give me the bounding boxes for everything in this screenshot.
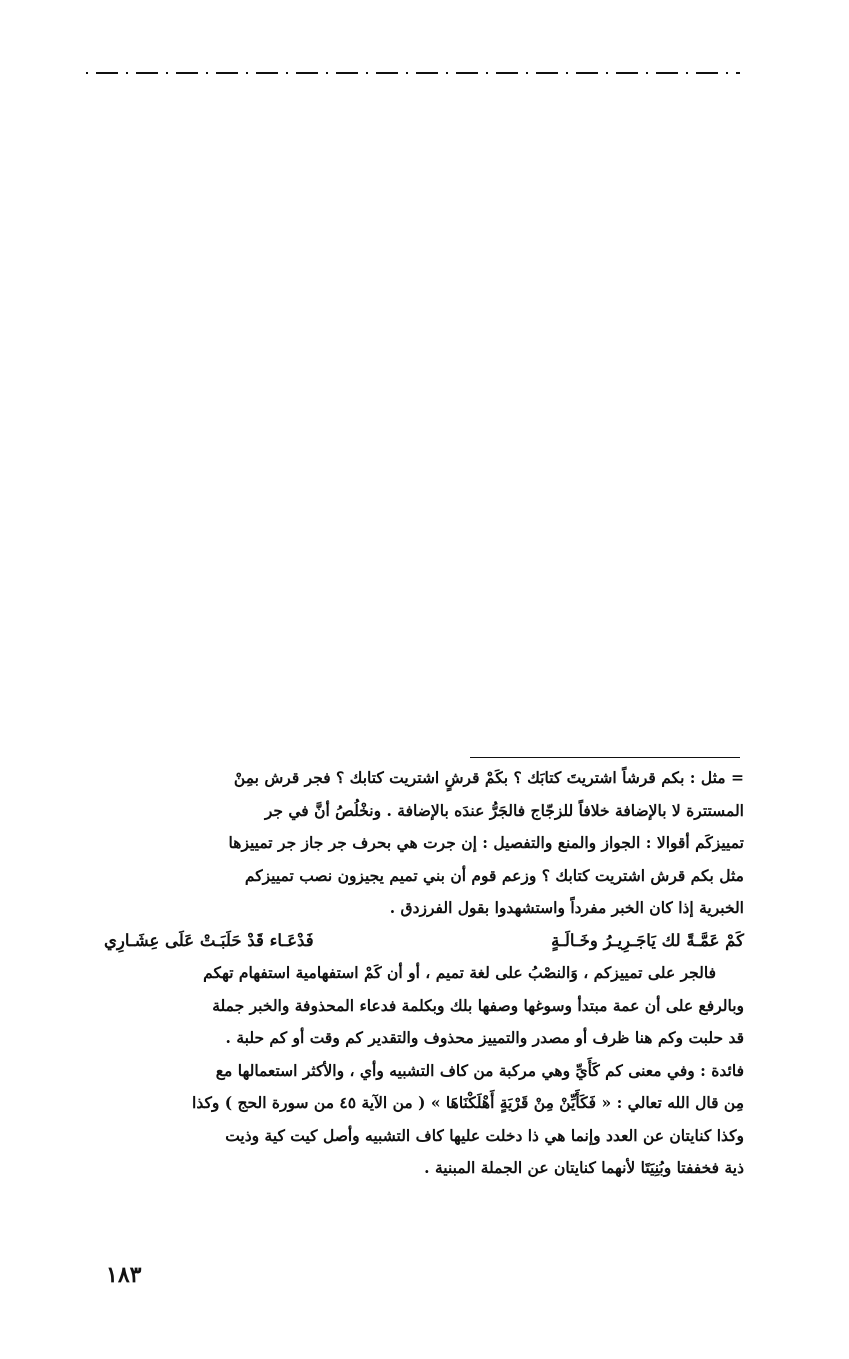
- benefit-line: فائدة : وفي معنى كم كَأَيِّ وهي مركبة من كاف التشبيه وأي ، والأكثر استعمالها مع: [215, 1060, 744, 1080]
- footnote-line: = مثل : بكم قرشاً اشتريتَ كتابَك ؟ بكَمْ قرشٍ اشتريت كتابك ؟ فجر قرش بمِنْ: [233, 768, 744, 787]
- footnote-line: مثل بكم قرش اشتريت كتابك ؟ وزعم قوم أن بني تميم يجيزون نصب تمييزكم: [244, 865, 744, 885]
- poetry-verse: [104, 925, 744, 958]
- footnote-block: [104, 762, 744, 1185]
- footnote-line: قد حلبت وكم هنا ظرف أو مصدر والتمييز محذوف والتقدير كم وقت أو كم حلبة .: [225, 1028, 744, 1047]
- verse-left-hemistich: فَدْعَـاء قَدْ حَلَبَـتْ عَلَى عِشَـارِي: [104, 930, 314, 950]
- benefit-line: ذية فخففتا وبُنِيَتَا لأنهما كنايتان عن الجملة المبنية .: [424, 1158, 744, 1177]
- footnote-line: الخبرية إذا كان الخبر مفرداً واستشهدوا بقول الفرزدق .: [389, 898, 744, 917]
- benefit-line: وكذا كنايتان عن العدد وإنما هي ذا دخلت عليها كاف التشبيه وأصل كيت كية وذيت: [225, 1125, 744, 1145]
- verse-right-hemistich: كَمْ عَمَّـةً لك يَاجَـرِيـرُ وخَـالَـةٍ: [551, 930, 744, 950]
- dash-dot-line-graphic: [86, 70, 740, 76]
- footnote-line: وبالرفع على أن عمة مبتدأ وسوغها وصفها بلك وبكلمة فدعاء المحذوفة والخبر جملة: [212, 995, 744, 1015]
- footnote-line: تمييزكَم أقوالا : الجواز والمنع والتفصيل : إن جرت هي بحرف جر جاز جر تمييزها: [228, 833, 744, 852]
- footnote-separator-rule: [470, 757, 740, 758]
- page-number: ١٨٣: [106, 1262, 142, 1288]
- footnote-line: فالجر على تمييزكم ، وَالنصْبُ على لغة تميم ، أو أن كَمْ استفهامية استفهام تهكم: [203, 963, 716, 982]
- footnote-line: المستترة لا بالإضافة خلافاً للزجّاج فالجَرُّ عندَه بالإضافة . ونخْلُصُ أنَّ في جر: [264, 800, 744, 820]
- header-dash-dot-rule: [86, 70, 740, 76]
- benefit-line: مِن قال الله تعالي : « فَكَأَيِّنْ مِنْ قَرْيَةٍ أَهْلَكْنَاهَا » ( من الآية ٤٥ من سورة الحج ) وكذا: [192, 1093, 744, 1112]
